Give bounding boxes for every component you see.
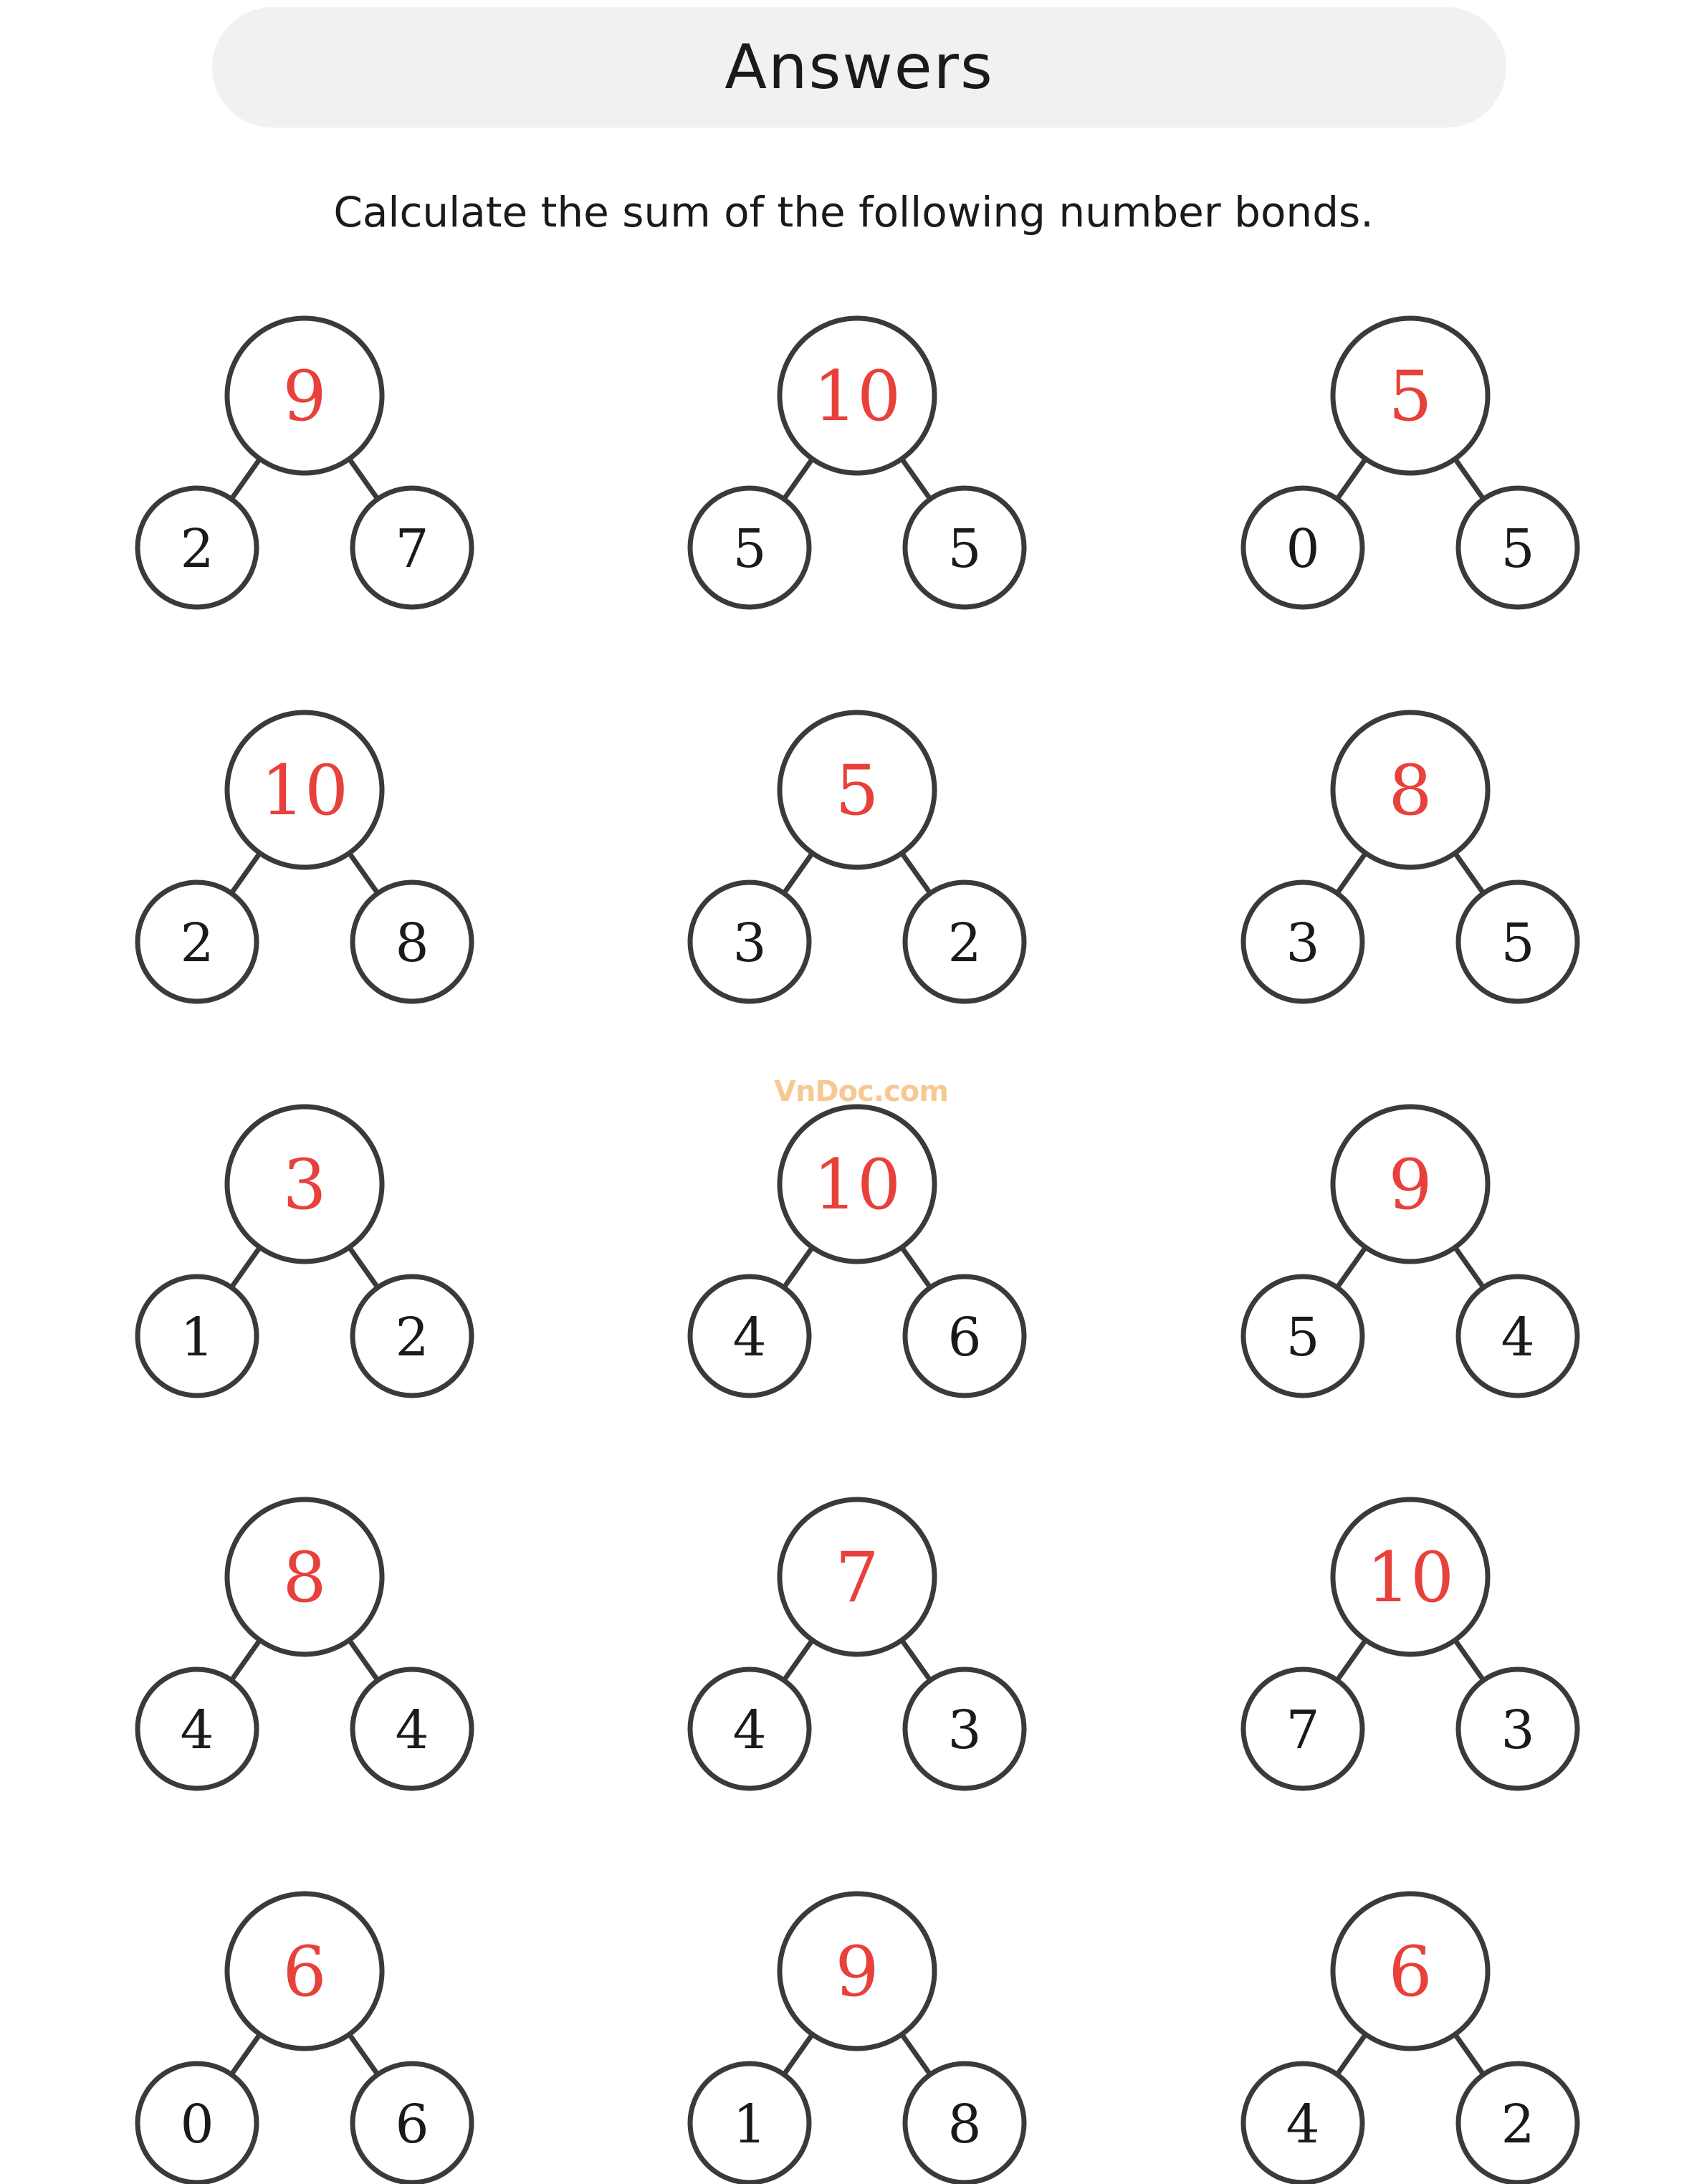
bond-connector-left — [231, 1640, 260, 1680]
number-bond — [690, 1499, 1024, 1788]
bond-part-left-value: 0 — [1286, 518, 1320, 580]
bond-connector-right — [349, 2034, 378, 2074]
bond-part-left-value: 4 — [732, 1307, 767, 1368]
bond-connector-left — [784, 2034, 813, 2074]
bond-part-left-value: 5 — [732, 518, 767, 580]
bond-part-right-value: 6 — [947, 1307, 982, 1368]
bond-whole-answer: 7 — [835, 1537, 879, 1618]
number-bond — [138, 1499, 472, 1788]
bond-whole-answer: 6 — [282, 1932, 327, 2012]
bond-whole-answer: 9 — [1388, 1145, 1433, 1225]
bond-connector-right — [1455, 1640, 1483, 1680]
bond-connector-left — [784, 1247, 813, 1287]
bond-whole-answer: 3 — [282, 1145, 327, 1225]
bond-part-left-value: 2 — [180, 912, 214, 974]
bond-connector-right — [1455, 2034, 1483, 2074]
bond-connector-right — [1455, 853, 1483, 893]
bond-whole-answer: 5 — [835, 750, 879, 831]
bond-part-left-value: 1 — [732, 2094, 767, 2155]
number-bond — [690, 318, 1024, 607]
number-bond — [1243, 1894, 1577, 2183]
bond-connector-right — [902, 459, 930, 499]
bond-part-left-value: 0 — [180, 2094, 214, 2155]
bond-part-right-value: 2 — [947, 912, 982, 974]
bond-connector-left — [1337, 1247, 1366, 1287]
bond-connector-left — [1337, 1640, 1366, 1680]
bond-whole-answer: 9 — [282, 356, 327, 437]
number-bond — [138, 1894, 472, 2183]
bond-part-left-value: 4 — [180, 1699, 214, 1761]
number-bond — [1243, 1107, 1577, 1396]
number-bond — [138, 712, 472, 1001]
number-bond — [690, 1107, 1024, 1396]
bond-part-right-value: 2 — [395, 1307, 429, 1368]
number-bond — [1243, 318, 1577, 607]
number-bond — [690, 1894, 1024, 2183]
bond-connector-right — [349, 853, 378, 893]
number-bond — [1243, 1499, 1577, 1788]
bond-connector-right — [349, 1247, 378, 1287]
bond-part-right-value: 5 — [1501, 912, 1535, 974]
bond-part-left-value: 3 — [1286, 912, 1320, 974]
bond-connector-right — [349, 1640, 378, 1680]
bond-part-right-value: 8 — [395, 912, 429, 974]
bond-connector-right — [902, 1640, 930, 1680]
bond-connector-right — [349, 459, 378, 499]
bond-part-left-value: 4 — [1286, 2094, 1320, 2155]
bond-whole-answer: 8 — [282, 1537, 327, 1618]
bond-part-right-value: 7 — [395, 518, 429, 580]
bond-whole-answer: 8 — [1388, 750, 1433, 831]
bond-connector-right — [902, 1247, 930, 1287]
bond-part-right-value: 8 — [947, 2094, 982, 2155]
bond-connector-left — [1337, 853, 1366, 893]
bond-part-left-value: 1 — [180, 1307, 214, 1368]
number-bond — [1243, 712, 1577, 1001]
bond-part-right-value: 4 — [395, 1699, 429, 1761]
page-title: Answers — [725, 32, 994, 103]
bond-connector-left — [231, 1247, 260, 1287]
bond-part-right-value: 5 — [947, 518, 982, 580]
bond-connector-left — [231, 853, 260, 893]
bond-part-left-value: 7 — [1286, 1699, 1320, 1761]
bond-part-left-value: 4 — [732, 1699, 767, 1761]
bond-whole-answer: 10 — [813, 1145, 902, 1225]
bond-connector-left — [1337, 2034, 1366, 2074]
bond-connector-right — [902, 853, 930, 893]
bond-whole-answer: 10 — [1366, 1537, 1455, 1618]
bond-connector-right — [1455, 1247, 1483, 1287]
bond-connector-left — [231, 459, 260, 499]
bond-whole-answer: 10 — [260, 750, 349, 831]
watermark-logo: VnDoc.com — [774, 1075, 948, 1108]
bond-part-right-value: 2 — [1501, 2094, 1535, 2155]
bond-part-left-value: 3 — [732, 912, 767, 974]
bond-whole-answer: 10 — [813, 356, 902, 437]
bond-connector-left — [784, 853, 813, 893]
bond-part-left-value: 5 — [1286, 1307, 1320, 1368]
bond-connector-left — [784, 1640, 813, 1680]
instructions-text: Calculate the sum of the following number bonds. — [333, 188, 1374, 237]
bond-connector-left — [1337, 459, 1366, 499]
number-bond — [138, 1107, 472, 1396]
bond-whole-answer: 5 — [1388, 356, 1433, 437]
bond-part-right-value: 6 — [395, 2094, 429, 2155]
bond-connector-left — [784, 459, 813, 499]
bond-whole-answer: 9 — [835, 1932, 879, 2012]
bond-part-right-value: 3 — [947, 1699, 982, 1761]
bond-connector-right — [1455, 459, 1483, 499]
number-bond — [138, 318, 472, 607]
bond-part-right-value: 3 — [1501, 1699, 1535, 1761]
bond-part-left-value: 2 — [180, 518, 214, 580]
number-bond — [690, 712, 1024, 1001]
bond-connector-left — [231, 2034, 260, 2074]
bond-whole-answer: 6 — [1388, 1932, 1433, 2012]
bond-part-right-value: 5 — [1501, 518, 1535, 580]
bond-connector-right — [902, 2034, 930, 2074]
bond-part-right-value: 4 — [1501, 1307, 1535, 1368]
